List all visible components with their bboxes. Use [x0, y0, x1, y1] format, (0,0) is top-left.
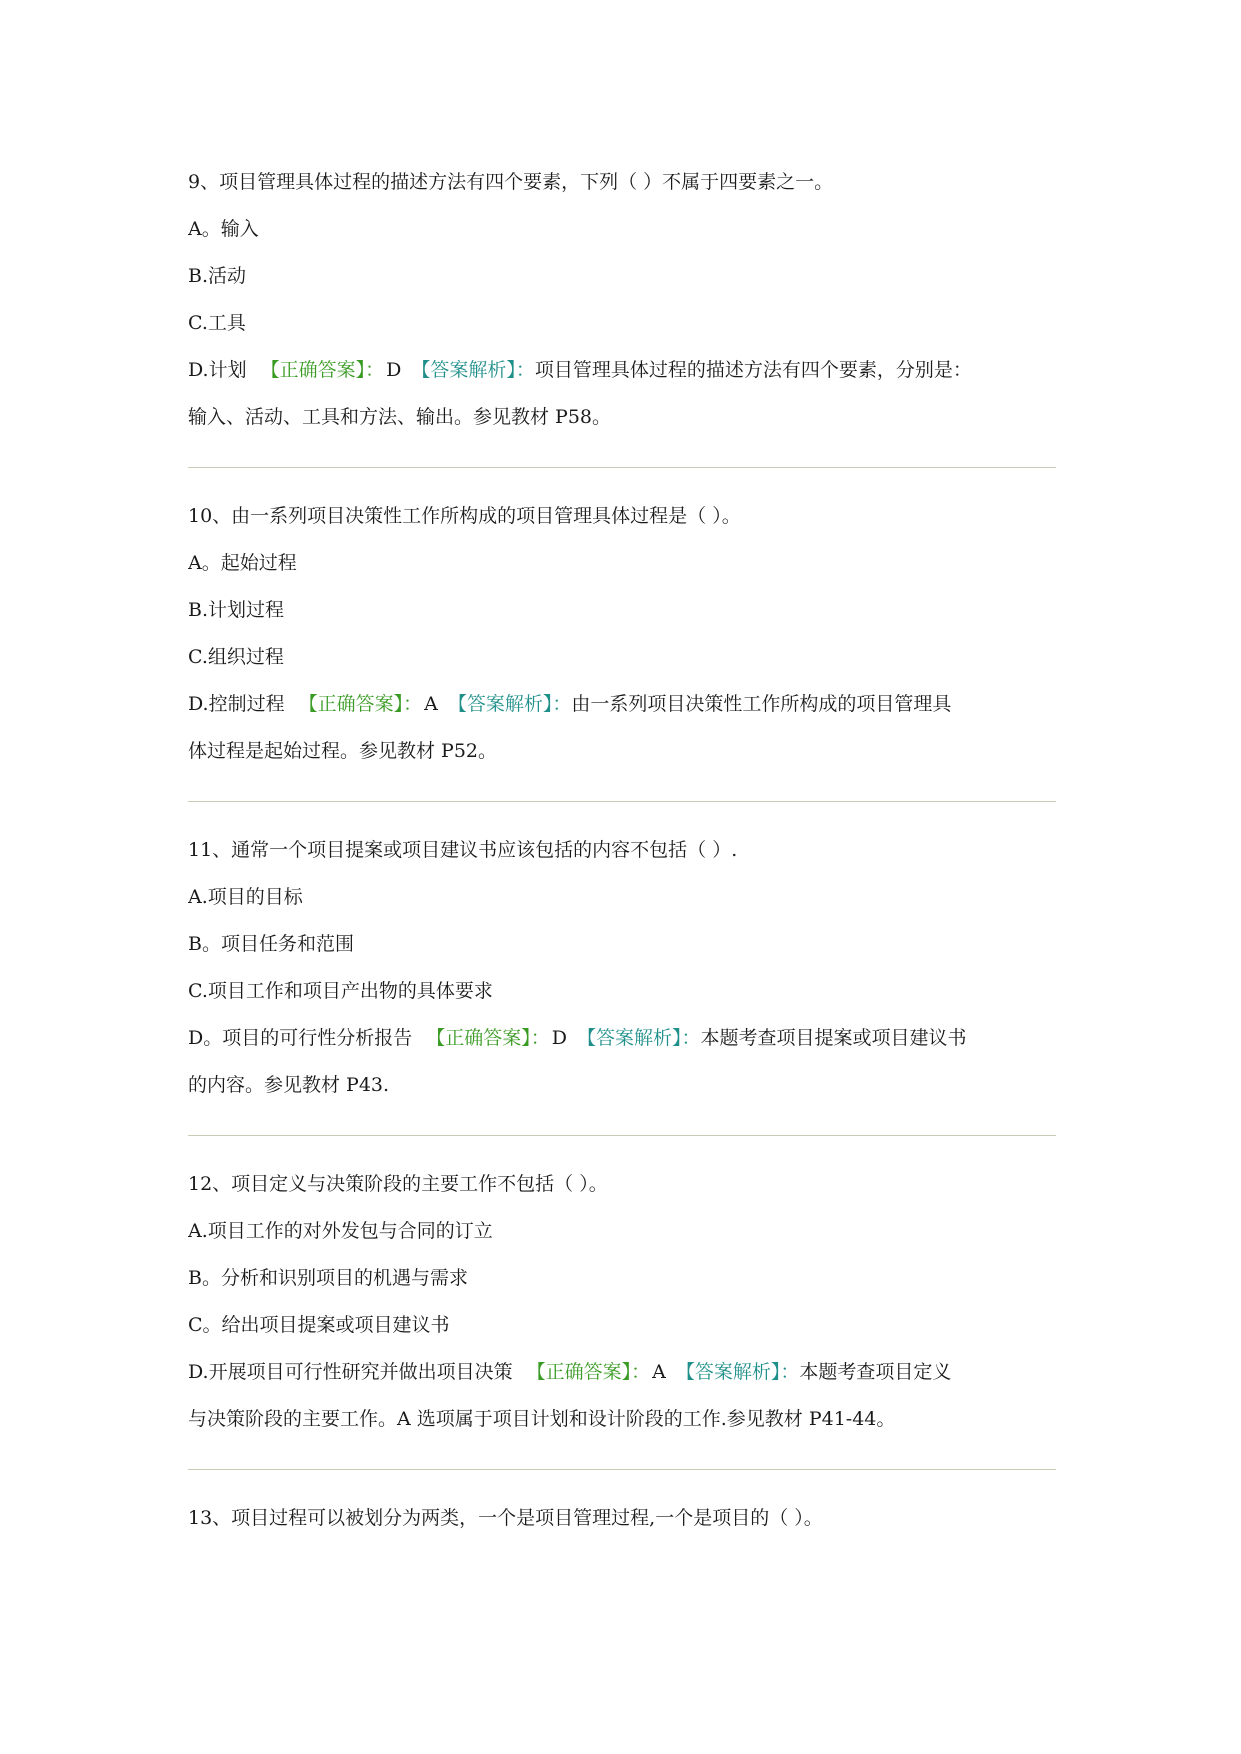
- answer-analysis-label: 【答案解析】：: [447, 693, 572, 715]
- option-c: C.组织过程: [188, 646, 284, 668]
- correct-answer-label: 【正确答案】：: [298, 693, 423, 715]
- option-a: A。起始过程: [188, 552, 297, 574]
- answer-analysis-label: 【答案解析】：: [576, 1027, 701, 1049]
- option-d: D.控制过程: [188, 693, 285, 715]
- question-block: [188, 838, 1063, 1097]
- option-a: A.项目工作的对外发包与合同的订立: [188, 1220, 493, 1242]
- correct-answer-label: 【正确答案】：: [526, 1361, 651, 1383]
- correct-answer-label: 【正确答案】：: [426, 1027, 550, 1049]
- question-stem: 12、项目定义与决策阶段的主要工作不包括（ ）。: [188, 1173, 608, 1195]
- option-b: B。分析和识别项目的机遇与需求: [188, 1267, 468, 1289]
- question-block: [188, 1172, 1063, 1431]
- option-c: C。给出项目提案或项目建议书: [188, 1314, 450, 1336]
- answer-analysis-continued: 与决策阶段的主要工作。A 选项属于项目计划和设计阶段的工作.参见教材 P41-44。: [188, 1408, 896, 1430]
- question-stem: 11、通常一个项目提案或项目建议书应该包括的内容不包括（ ）.: [188, 839, 738, 861]
- option-c: C.项目工作和项目产出物的具体要求: [188, 980, 493, 1002]
- option-d-with-answer: [188, 358, 1063, 382]
- option-b: B.计划过程: [188, 599, 285, 621]
- correct-answer-value: D: [386, 359, 402, 381]
- answer-analysis-text: 本题考查项目定义: [799, 1361, 952, 1383]
- correct-answer-label: 【正确答案】：: [260, 359, 385, 381]
- option-d-with-answer: [188, 692, 1063, 716]
- option-a: A.项目的目标: [188, 886, 303, 908]
- answer-analysis-continued: 输入、活动、工具和方法、输出。参见教材 P58。: [188, 406, 612, 428]
- question-list: [188, 170, 1063, 1553]
- answer-analysis-text: 由一系列项目决策性工作所构成的项目管理具: [571, 693, 952, 715]
- option-d-with-answer: [188, 1026, 1063, 1050]
- question-block: [188, 170, 1063, 429]
- option-d: D.开展项目可行性研究并做出项目决策: [188, 1361, 513, 1383]
- question-stem: 9、项目管理具体过程的描述方法有四个要素，下列（ ）不属于四要素之一。: [188, 171, 834, 193]
- answer-analysis-text: 项目管理具体过程的描述方法有四个要素，分别是：: [534, 359, 972, 381]
- correct-answer-value: A: [424, 693, 438, 715]
- question-block: [188, 504, 1063, 763]
- answer-analysis-label: 【答案解析】：: [411, 359, 535, 381]
- option-c: C.工具: [188, 312, 246, 334]
- correct-answer-value: D: [551, 1027, 567, 1049]
- answer-analysis-text: 本题考查项目提案或项目建议书: [700, 1027, 967, 1049]
- option-d: D.计划: [188, 359, 247, 381]
- answer-analysis-continued: 的内容。参见教材 P43.: [188, 1074, 390, 1096]
- question-stem: 13、项目过程可以被划分为两类，一个是项目管理过程,一个是项目的（ ）。: [188, 1507, 823, 1529]
- option-b: B。项目任务和范围: [188, 933, 354, 955]
- option-d: D。项目的可行性分析报告: [188, 1027, 413, 1049]
- correct-answer-value: A: [652, 1361, 666, 1383]
- option-b: B.活动: [188, 265, 247, 287]
- answer-analysis-continued: 体过程是起始过程。参见教材 P52。: [188, 740, 498, 762]
- option-d-with-answer: [188, 1360, 1063, 1384]
- option-a: A。输入: [188, 218, 259, 240]
- answer-analysis-label: 【答案解析】：: [675, 1361, 800, 1383]
- question-stem: 10、由一系列项目决策性工作所构成的项目管理具体过程是（ ）。: [188, 505, 741, 527]
